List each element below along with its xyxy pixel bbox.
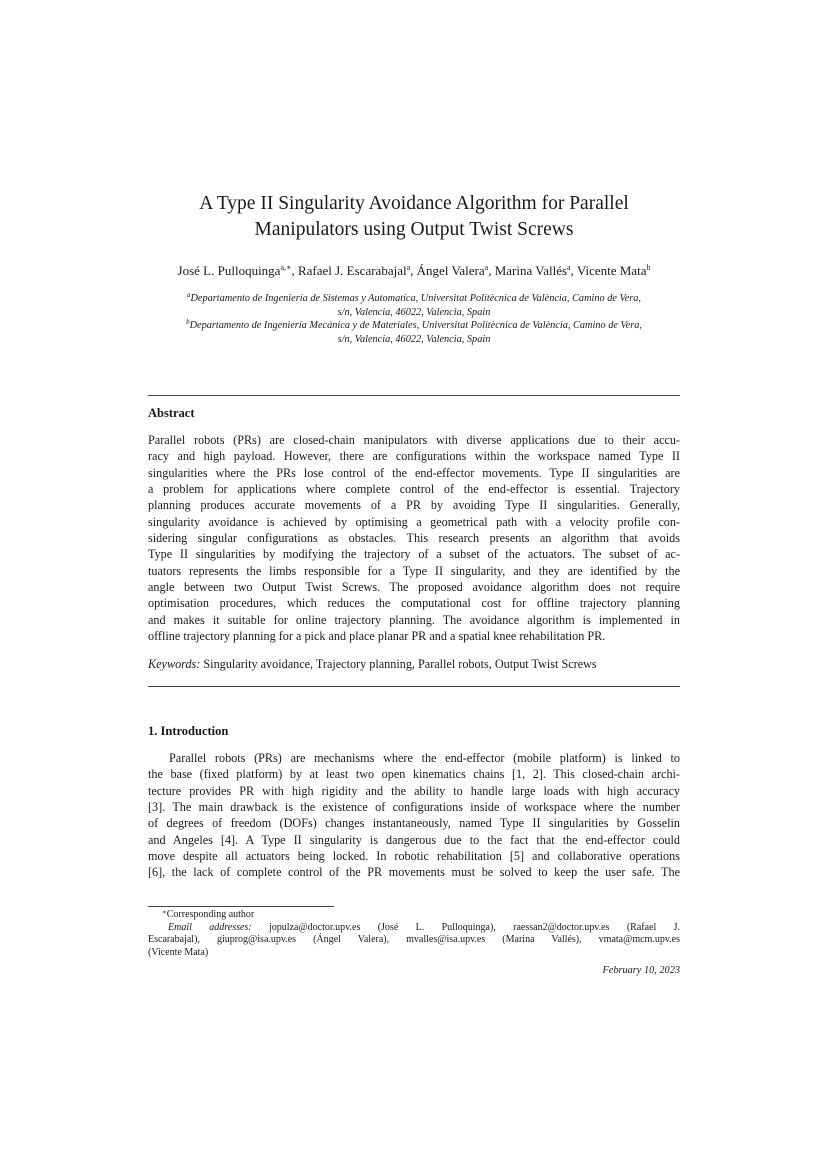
footnote-rule bbox=[148, 906, 334, 907]
affiliation-a bbox=[148, 292, 680, 319]
introduction-line: move despite all actuators being locked. In robotic rehabilitation [5] and collaborative operations bbox=[148, 849, 680, 864]
affiliation-b bbox=[148, 319, 680, 346]
affiliation-text: Departamento de Ingeniería de Sistemas y Automatica, Universitat Politècnica de València, Camino de Vera, bbox=[190, 293, 641, 304]
paper-title bbox=[148, 191, 680, 243]
author-name: Marina Vallés bbox=[494, 263, 568, 278]
abstract-line: racy and high payload. However, there are configurations within the workspace named Type II bbox=[148, 449, 680, 464]
introduction-line: of degrees of freedom (DOFs) changes instantaneously, named Type II singularities by Gosselin bbox=[148, 816, 680, 831]
author-name: Vicente Mata bbox=[576, 263, 647, 278]
introduction-heading: 1. Introduction bbox=[148, 724, 229, 738]
keywords-text: Singularity avoidance, Trajectory planning, Parallel robots, Output Twist Screws bbox=[203, 657, 597, 671]
email-line-1: jopulza@doctor.upv.es (José L. Pulloquinga), raessan2@doctor.upv.es (Rafael J. bbox=[269, 921, 680, 933]
affiliation-mark: a bbox=[187, 291, 191, 299]
abstract-line: singularities where the PRs lose control of the end-effector movements. Type II singularities are bbox=[148, 465, 680, 480]
affiliation-address: s/n, Valencia, 46022, Valencia, Spain bbox=[337, 333, 491, 345]
keywords bbox=[148, 657, 597, 672]
abstract-line: Type II singularities by modifying the trajectory of a subset of the actuators. The subset of ac- bbox=[148, 547, 680, 562]
abstract-line: sidering singular configurations as obstacles. This research presents an algorithm that avoids bbox=[148, 531, 680, 546]
introduction-line: the base (fixed platform) by at least two open kinematics chains [1, 2]. This closed-chain archi- bbox=[148, 767, 680, 782]
footnote bbox=[148, 909, 680, 959]
abstract-body bbox=[148, 432, 680, 644]
abstract-line: optimisation procedures, which reduces the computational cost for offline trajectory planning bbox=[148, 596, 680, 611]
abstract-heading: Abstract bbox=[148, 406, 195, 420]
email-line-2: Escarabajal), giuprog@isa.upv.es (Ángel Valera), mvalles@isa.upv.es (Marina Vallés), vmata@mcm.upv.es bbox=[148, 934, 680, 946]
affiliation-address: s/n, Valencia, 46022, Valencia, Spain bbox=[337, 306, 491, 318]
abstract-line: offline trajectory planning for a pick and place planar PR and a spatial knee rehabilitation PR. bbox=[148, 629, 606, 644]
author-name: José L. Pulloquinga bbox=[177, 263, 281, 278]
author-name: Ángel Valera bbox=[416, 263, 485, 278]
abstract-line: and makes it suitable for online trajectory planning. The avoidance algorithm is implemented in bbox=[148, 612, 680, 627]
abstract-line: singularity avoidance is achieved by optimising a geometrical path with a velocity profile con- bbox=[148, 514, 680, 529]
corresponding-author-note: Corresponding author bbox=[166, 909, 255, 920]
introduction-line: [6], the lack of complete control of the PR movements must be solved to keep the user safe. The bbox=[148, 865, 680, 880]
author-affiliation-mark: a,∗ bbox=[280, 263, 292, 272]
email-line-3: (Vicente Mata) bbox=[148, 946, 209, 958]
abstract-line: a problem for applications where complete control of the end-effector is essential. Trajectory bbox=[148, 482, 680, 497]
introduction-line: and Angeles [4]. A Type II singularity is dangerous due to the fact that the end-effector could bbox=[148, 832, 680, 847]
title-line-2: Manipulators using Output Twist Screws bbox=[254, 219, 574, 240]
author-affiliation-mark: a bbox=[406, 263, 411, 272]
author-affiliation-mark: b bbox=[646, 263, 651, 272]
abstract-line: angle between two Output Twist Screws. The proposed avoidance algorithm does not require bbox=[148, 580, 680, 595]
abstract-line: tuators represents the limbs responsible for a Type II singularity, and they are identified by the bbox=[148, 563, 680, 578]
introduction-line: tecture provides PR with high rigidity and the ability to handle large loads with high accuracy bbox=[148, 783, 680, 798]
footnote-mark: ∗ bbox=[162, 908, 167, 916]
author-affiliation-mark: a bbox=[567, 263, 571, 272]
keywords-label: Keywords: bbox=[148, 657, 201, 671]
abstract-line: planning produces accurate movements of a PR by avoiding Type II singularities. Generally, bbox=[148, 498, 680, 513]
affiliation-mark: b bbox=[186, 318, 190, 326]
document-date: February 10, 2023 bbox=[602, 965, 680, 976]
author-affiliation-mark: a bbox=[484, 263, 489, 272]
abstract-top-rule bbox=[148, 395, 680, 396]
author-list: José L. Pulloquinga$^{a,∗}$, Rafael J. Escarabajal$^a$, Ángel Valera$^a$, Marina Vallés$^a$, Vicente Mata$^b$ bbox=[177, 263, 651, 278]
abstract-bottom-rule bbox=[148, 686, 680, 687]
abstract-line: Parallel robots (PRs) are closed-chain manipulators with diverse applications due to their accu- bbox=[148, 433, 680, 447]
introduction-line: Parallel robots (PRs) are mechanisms where the end-effector (mobile platform) is linked to bbox=[169, 751, 680, 765]
introduction-line: [3]. The main drawback is the existence of configurations inside of workspace where the number bbox=[148, 800, 680, 815]
introduction-body bbox=[148, 750, 680, 881]
affiliation-text: Departamento de Ingeniería Mecánica y de Materiales, Universitat Politècnica de València, Camino de Vera, bbox=[189, 320, 642, 331]
title-line-1: A Type II Singularity Avoidance Algorithm for Parallel bbox=[199, 193, 629, 214]
author-name: Rafael J. Escarabajal bbox=[297, 263, 407, 278]
email-label: Email addresses: bbox=[168, 921, 252, 933]
